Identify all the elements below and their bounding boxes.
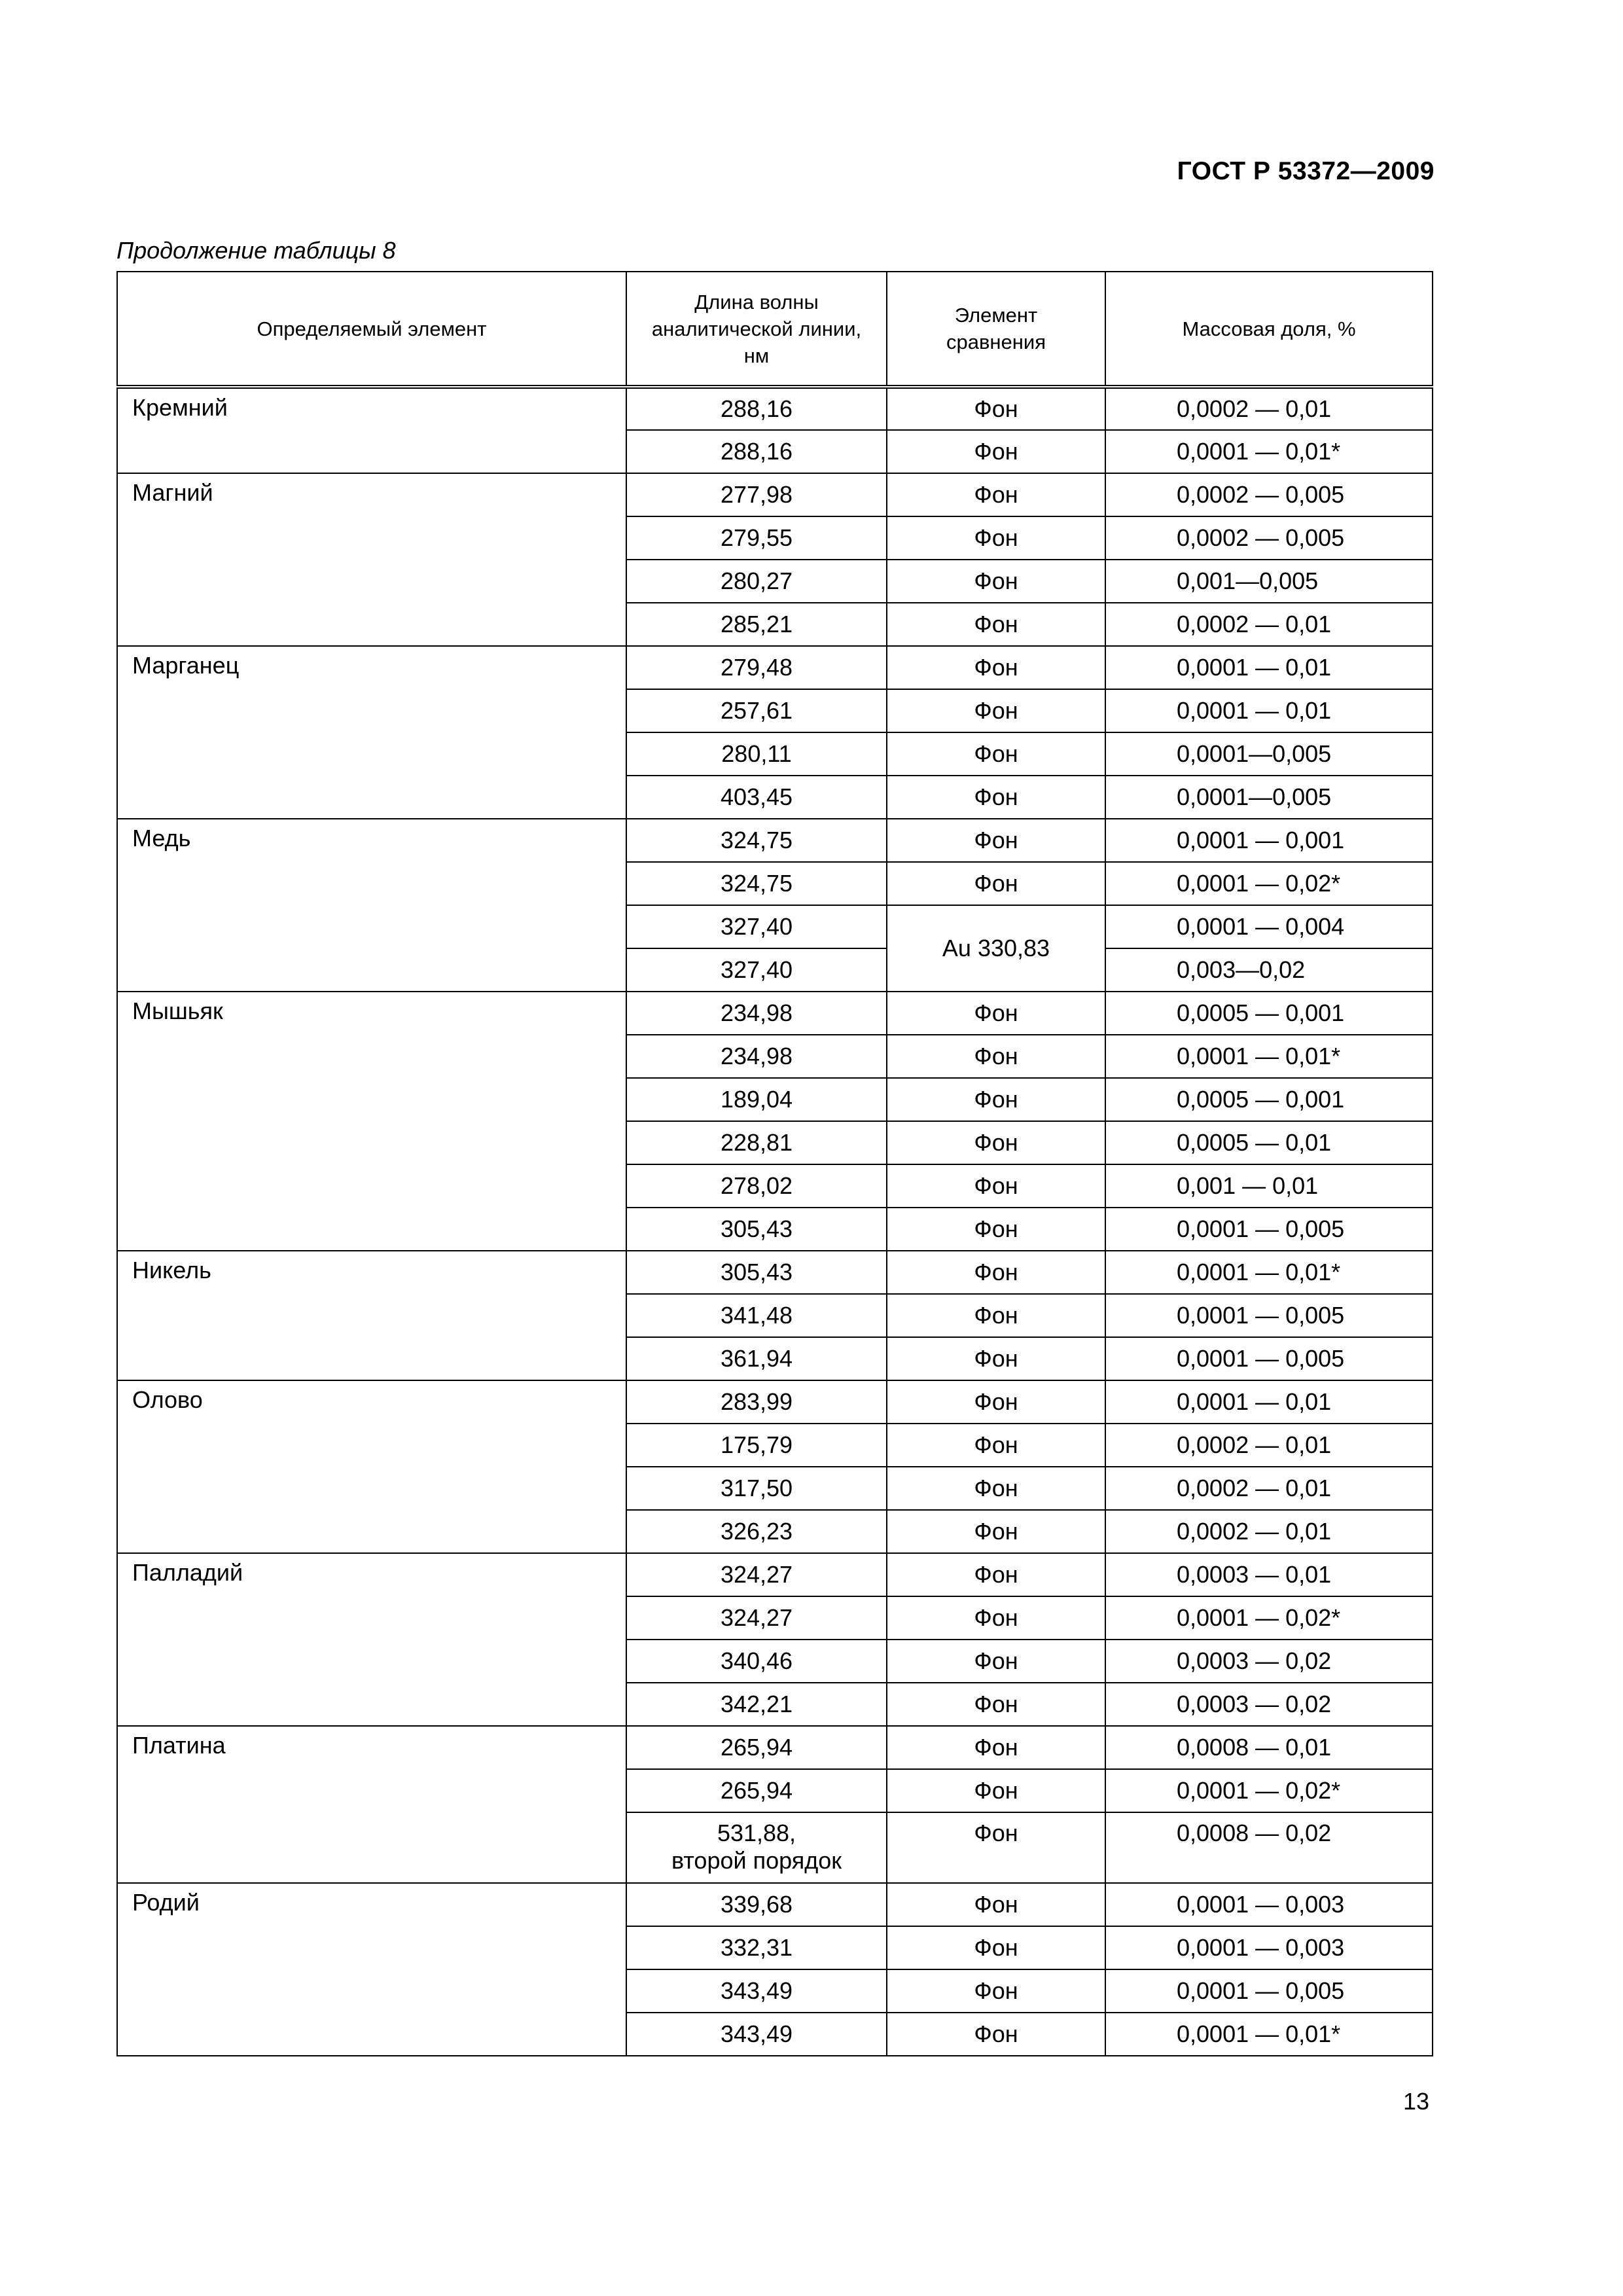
wavelength-cell: 327,40 xyxy=(626,948,887,992)
mass-fraction-cell: 0,0002 — 0,01 xyxy=(1105,1424,1433,1467)
mass-fraction-cell: 0,0001 — 0,01* xyxy=(1105,430,1433,473)
wavelength-cell: 324,27 xyxy=(626,1553,887,1596)
mass-fraction-cell: 0,001 — 0,01 xyxy=(1105,1164,1433,1208)
wavelength-cell: 234,98 xyxy=(626,992,887,1035)
element-name-cell: Магний xyxy=(117,473,626,646)
comparison-cell: Фон xyxy=(887,1294,1105,1337)
header-element: Определяемый элемент xyxy=(117,272,626,387)
comparison-cell: Фон xyxy=(887,1251,1105,1294)
mass-fraction-cell: 0,0005 — 0,001 xyxy=(1105,992,1433,1035)
comparison-cell: Фон xyxy=(887,1969,1105,2013)
mass-fraction-cell: 0,0002 — 0,01 xyxy=(1105,603,1433,646)
mass-fraction-cell: 0,0001 — 0,004 xyxy=(1105,905,1433,948)
wavelength-cell: 343,49 xyxy=(626,1969,887,2013)
table-row xyxy=(117,1553,1433,1596)
wavelength-cell: 326,23 xyxy=(626,1510,887,1553)
element-name-cell: Мышьяк xyxy=(117,992,626,1251)
element-name-cell: Родий xyxy=(117,1883,626,2056)
comparison-cell: Фон xyxy=(887,1424,1105,1467)
mass-fraction-cell: 0,0005 — 0,001 xyxy=(1105,1078,1433,1121)
mass-fraction-cell: 0,0008 — 0,02 xyxy=(1105,1812,1433,1883)
element-name-cell: Кремний xyxy=(117,387,626,473)
wavelength-cell: 228,81 xyxy=(626,1121,887,1164)
wavelength-cell: 288,16 xyxy=(626,430,887,473)
mass-fraction-cell: 0,0005 — 0,01 xyxy=(1105,1121,1433,1164)
wavelength-cell: 189,04 xyxy=(626,1078,887,1121)
table-row xyxy=(117,992,1433,1035)
comparison-cell: Фон xyxy=(887,1164,1105,1208)
mass-fraction-cell: 0,0001 — 0,01* xyxy=(1105,1251,1433,1294)
table-row xyxy=(117,646,1433,689)
wavelength-cell: 327,40 xyxy=(626,905,887,948)
wavelength-cell: 531,88, второй порядок xyxy=(626,1812,887,1883)
table-row xyxy=(117,1883,1433,1926)
header-wavelength: Длина волны аналитической линии, нм xyxy=(626,272,887,387)
mass-fraction-cell: 0,0001 — 0,003 xyxy=(1105,1883,1433,1926)
wavelength-cell: 403,45 xyxy=(626,776,887,819)
comparison-cell: Фон xyxy=(887,603,1105,646)
page-number: 13 xyxy=(1402,2088,1429,2115)
comparison-cell: Фон xyxy=(887,732,1105,776)
mass-fraction-cell: 0,0002 — 0,005 xyxy=(1105,516,1433,560)
wavelength-cell: 234,98 xyxy=(626,1035,887,1078)
comparison-cell: Фон xyxy=(887,1467,1105,1510)
wavelength-cell: 305,43 xyxy=(626,1208,887,1251)
comparison-cell: Фон xyxy=(887,1926,1105,1969)
comparison-cell: Фон xyxy=(887,560,1105,603)
header-comparison: Элемент сравнения xyxy=(887,272,1105,387)
comparison-cell: Фон xyxy=(887,2013,1105,2056)
mass-fraction-cell: 0,0008 — 0,01 xyxy=(1105,1726,1433,1769)
wavelength-cell: 277,98 xyxy=(626,473,887,516)
table-caption: Продолжение таблицы 8 xyxy=(116,237,396,264)
comparison-cell: Фон xyxy=(887,1078,1105,1121)
comparison-cell: Фон xyxy=(887,1596,1105,1640)
element-name-cell: Олово xyxy=(117,1380,626,1553)
mass-fraction-cell: 0,0001 — 0,01 xyxy=(1105,646,1433,689)
mass-fraction-cell: 0,0002 — 0,005 xyxy=(1105,473,1433,516)
mass-fraction-cell: 0,0003 — 0,02 xyxy=(1105,1683,1433,1726)
comparison-cell: Фон xyxy=(887,1726,1105,1769)
wavelength-cell: 265,94 xyxy=(626,1726,887,1769)
comparison-cell: Фон xyxy=(887,516,1105,560)
mass-fraction-cell: 0,0001 — 0,005 xyxy=(1105,1969,1433,2013)
wavelength-cell: 324,75 xyxy=(626,862,887,905)
wavelength-cell: 278,02 xyxy=(626,1164,887,1208)
wavelength-cell: 341,48 xyxy=(626,1294,887,1337)
table-row xyxy=(117,1380,1433,1424)
wavelength-cell: 175,79 xyxy=(626,1424,887,1467)
comparison-cell: Фон xyxy=(887,1121,1105,1164)
wavelength-cell: 285,21 xyxy=(626,603,887,646)
table-row xyxy=(117,819,1433,862)
comparison-cell: Au 330,83 xyxy=(887,905,1105,992)
data-table xyxy=(116,271,1433,2056)
comparison-cell: Фон xyxy=(887,387,1105,430)
wavelength-cell: 280,11 xyxy=(626,732,887,776)
wavelength-cell: 342,21 xyxy=(626,1683,887,1726)
comparison-cell: Фон xyxy=(887,1380,1105,1424)
comparison-cell: Фон xyxy=(887,1035,1105,1078)
wavelength-cell: 339,68 xyxy=(626,1883,887,1926)
wavelength-cell: 265,94 xyxy=(626,1769,887,1812)
wavelength-cell: 332,31 xyxy=(626,1926,887,1969)
table-row xyxy=(117,387,1433,430)
mass-fraction-cell: 0,0001 — 0,005 xyxy=(1105,1294,1433,1337)
comparison-cell: Фон xyxy=(887,430,1105,473)
table-body xyxy=(117,387,1433,2056)
comparison-cell: Фон xyxy=(887,473,1105,516)
mass-fraction-cell: 0,0001—0,005 xyxy=(1105,776,1433,819)
wavelength-cell: 288,16 xyxy=(626,387,887,430)
mass-fraction-cell: 0,0001 — 0,01 xyxy=(1105,1380,1433,1424)
comparison-cell: Фон xyxy=(887,862,1105,905)
comparison-cell: Фон xyxy=(887,1337,1105,1380)
wavelength-cell: 283,99 xyxy=(626,1380,887,1424)
mass-fraction-cell: 0,0001 — 0,005 xyxy=(1105,1337,1433,1380)
wavelength-cell: 343,49 xyxy=(626,2013,887,2056)
mass-fraction-cell: 0,0002 — 0,01 xyxy=(1105,1510,1433,1553)
comparison-cell: Фон xyxy=(887,819,1105,862)
comparison-cell: Фон xyxy=(887,1812,1105,1883)
wavelength-cell: 257,61 xyxy=(626,689,887,732)
comparison-cell: Фон xyxy=(887,1769,1105,1812)
table-row xyxy=(117,1251,1433,1294)
mass-fraction-cell: 0,0001 — 0,01 xyxy=(1105,689,1433,732)
wavelength-cell: 324,27 xyxy=(626,1596,887,1640)
wavelength-cell: 340,46 xyxy=(626,1640,887,1683)
comparison-cell: Фон xyxy=(887,776,1105,819)
mass-fraction-cell: 0,0001 — 0,02* xyxy=(1105,1596,1433,1640)
mass-fraction-cell: 0,0003 — 0,02 xyxy=(1105,1640,1433,1683)
mass-fraction-cell: 0,0001 — 0,001 xyxy=(1105,819,1433,862)
comparison-cell: Фон xyxy=(887,689,1105,732)
comparison-cell: Фон xyxy=(887,1510,1105,1553)
wavelength-cell: 279,55 xyxy=(626,516,887,560)
header-mass-fraction: Массовая доля, % xyxy=(1105,272,1433,387)
mass-fraction-cell: 0,0002 — 0,01 xyxy=(1105,1467,1433,1510)
comparison-cell: Фон xyxy=(887,646,1105,689)
mass-fraction-cell: 0,0001 — 0,003 xyxy=(1105,1926,1433,1969)
wavelength-cell: 279,48 xyxy=(626,646,887,689)
mass-fraction-cell: 0,0001 — 0,02* xyxy=(1105,862,1433,905)
element-name-cell: Марганец xyxy=(117,646,626,819)
comparison-cell: Фон xyxy=(887,1883,1105,1926)
element-name-cell: Никель xyxy=(117,1251,626,1380)
comparison-cell: Фон xyxy=(887,992,1105,1035)
wavelength-cell: 324,75 xyxy=(626,819,887,862)
mass-fraction-cell: 0,003—0,02 xyxy=(1105,948,1433,992)
wavelength-cell: 305,43 xyxy=(626,1251,887,1294)
comparison-cell: Фон xyxy=(887,1553,1105,1596)
wavelength-cell: 361,94 xyxy=(626,1337,887,1380)
comparison-cell: Фон xyxy=(887,1683,1105,1726)
wavelength-cell: 317,50 xyxy=(626,1467,887,1510)
element-name-cell: Палладий xyxy=(117,1553,626,1726)
comparison-cell: Фон xyxy=(887,1208,1105,1251)
mass-fraction-cell: 0,0001 — 0,005 xyxy=(1105,1208,1433,1251)
element-name-cell: Медь xyxy=(117,819,626,992)
mass-fraction-cell: 0,0001 — 0,01* xyxy=(1105,1035,1433,1078)
mass-fraction-cell: 0,0003 — 0,01 xyxy=(1105,1553,1433,1596)
mass-fraction-cell: 0,0001 — 0,02* xyxy=(1105,1769,1433,1812)
mass-fraction-cell: 0,001—0,005 xyxy=(1105,560,1433,603)
standard-code: ГОСТ Р 53372—2009 xyxy=(1177,157,1435,185)
element-name-cell: Платина xyxy=(117,1726,626,1883)
table-row xyxy=(117,1726,1433,1769)
comparison-cell: Фон xyxy=(887,1640,1105,1683)
mass-fraction-cell: 0,0001—0,005 xyxy=(1105,732,1433,776)
table-header xyxy=(117,272,1433,387)
mass-fraction-cell: 0,0001 — 0,01* xyxy=(1105,2013,1433,2056)
mass-fraction-cell: 0,0002 — 0,01 xyxy=(1105,387,1433,430)
wavelength-cell: 280,27 xyxy=(626,560,887,603)
table-row xyxy=(117,473,1433,516)
